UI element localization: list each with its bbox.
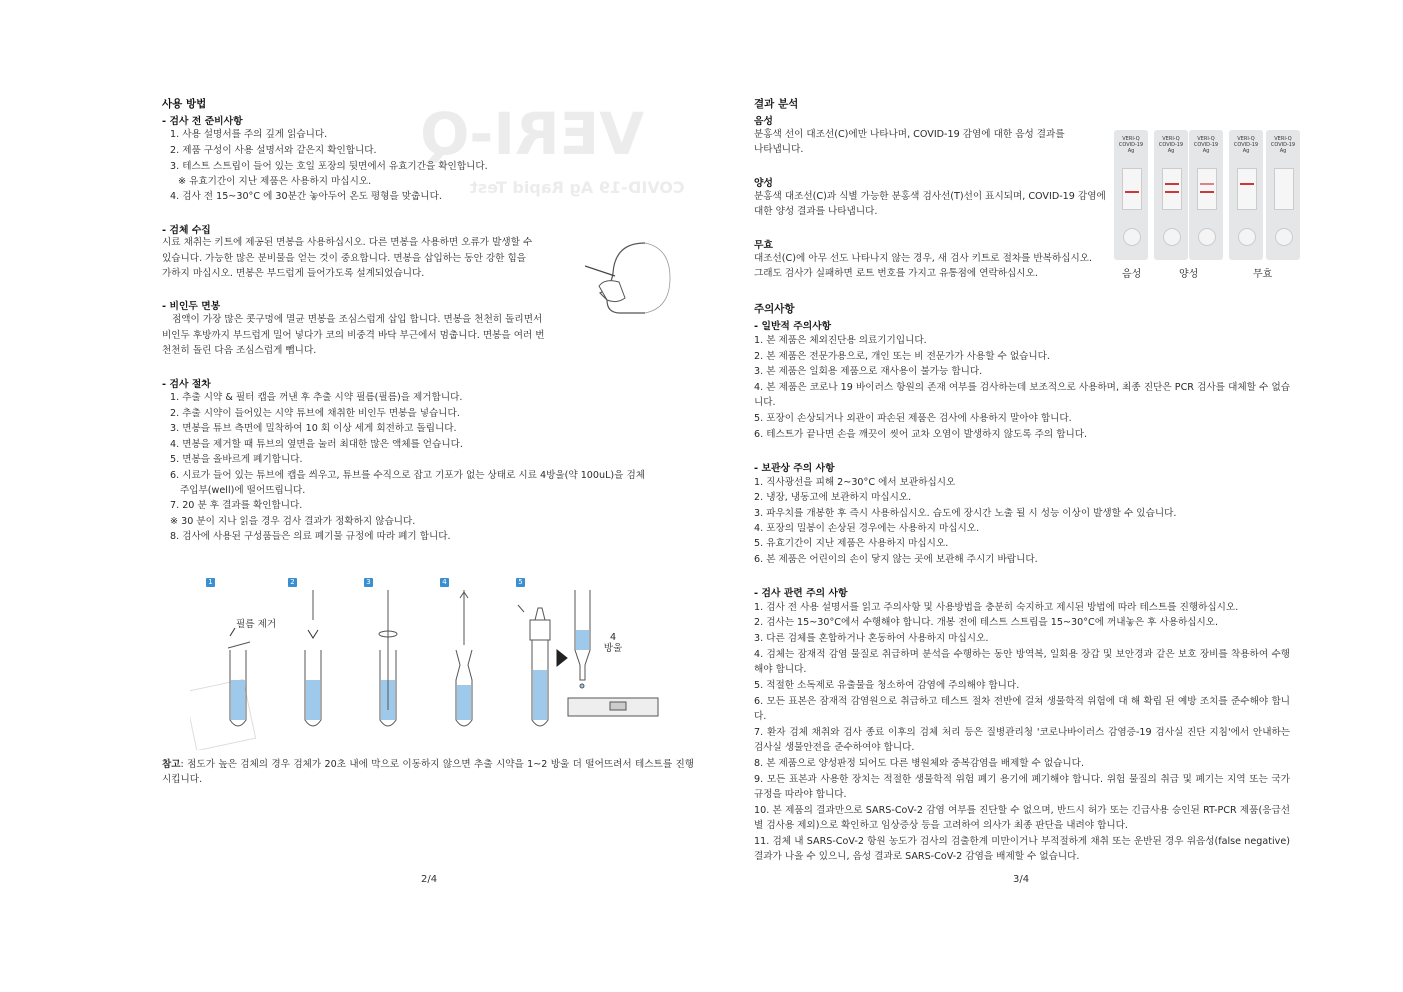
list-item: 1. 직사광선을 피해 2~30°C 에서 보관하십시오 bbox=[754, 477, 956, 488]
watermark-brand: VERI-Q bbox=[420, 100, 645, 168]
right-page bbox=[701, 0, 1403, 992]
list-item: 6. 시료가 들어 있는 튜브에 캡을 씌우고, 튜브를 수직으로 잡고 기포가 없는 상태로 시료 4방울(약 100uL)을 검체 bbox=[170, 470, 646, 481]
list-item: 5. 유효기간이 지난 제품은 사용하지 마십시오. bbox=[754, 538, 949, 549]
list-item: 7. 20 분 후 결과를 확인합니다. bbox=[170, 500, 303, 511]
list-item: 3. 다른 검체를 혼합하거나 혼동하여 사용하지 마십시오. bbox=[754, 633, 989, 644]
negative-heading: 음성 bbox=[754, 116, 773, 127]
list-item: ※ 30 분이 지나 읽을 경우 검사 결과가 정확하지 않습니다. bbox=[170, 516, 416, 527]
list-item: 1. 본 제품은 체외진단용 의료기기입니다. bbox=[754, 335, 927, 346]
control-line bbox=[1125, 191, 1139, 193]
caption-invalid: 무효 bbox=[1253, 269, 1273, 280]
strip-label: VERI-Q COVID-19 Ag bbox=[1158, 136, 1184, 154]
paragraph-line: 분홍색 선이 대조선(C)에만 나타나며, COVID-19 감염에 대한 음성 결과를 bbox=[754, 129, 1065, 140]
positive-heading: 양성 bbox=[754, 178, 773, 189]
paragraph-line: 시료 채취는 키트에 제공된 면봉을 사용하십시오. 다른 면봉을 사용하면 오류가 발생할 수 bbox=[162, 237, 533, 248]
paragraph-line: 그래도 검사가 실패하면 로트 번호를 가지고 유통점에 연락하십시오. bbox=[754, 268, 1038, 279]
prep-heading: - 검사 전 준비사항 bbox=[162, 116, 243, 127]
test-heading: - 검사 관련 주의 사항 bbox=[754, 588, 848, 599]
list-item: 4. 검체는 잠재적 감염 물질로 취급하며 분석을 수행하는 동안 방역복, 일회용 장갑 및 보안경과 같은 보호 장비를 착용하여 수행해야 합니다. bbox=[754, 649, 1290, 675]
list-item: 2. 본 제품은 전문가용으로, 개인 또는 비 전문가가 사용할 수 없습니다. bbox=[754, 351, 1050, 362]
list-item: 11. 검체 내 SARS-CoV-2 항원 농도가 검사의 검출한계 미만이거나 부적절하게 채취 또는 운반된 경우 위음성(false negative) 결과가 나올 수 있으니, 음성 결과로 SARS-CoV-2 감염을 배제할 수 없습니다. bbox=[754, 836, 1290, 862]
step-badge: 1 bbox=[206, 578, 215, 587]
list-item: 3. 면봉을 튜브 측면에 밀착하여 10 회 이상 세게 회전하고 돌립니다. bbox=[170, 423, 457, 434]
list-item: 2. 검사는 15~30°C에서 수행해야 합니다. 개봉 전에 테스트 스트립을 15~30°C에 꺼내놓은 후 사용하십시오. bbox=[754, 617, 1219, 628]
step-badge: 4 bbox=[440, 578, 449, 587]
strip-label: VERI-Q COVID-19 Ag bbox=[1118, 136, 1144, 154]
page-title: 사용 방법 bbox=[162, 98, 207, 110]
step-badge: 2 bbox=[288, 578, 297, 587]
page-number: 3/4 bbox=[1013, 874, 1030, 885]
sample-well bbox=[1238, 228, 1256, 246]
list-item: 9. 모든 표본과 사용한 장치는 적절한 생물학적 위험 폐기 용기에 폐기해야 합니다. 위험 물질의 취급 및 폐기는 지역 또는 국가 규정을 따라야 합니다. bbox=[754, 774, 1290, 800]
control-line bbox=[1165, 191, 1179, 193]
test-strip bbox=[1154, 130, 1188, 260]
list-item: 6. 본 제품은 어린이의 손이 닿지 않는 곳에 보관해 주시기 바랍니다. bbox=[754, 554, 1038, 565]
precautions-heading: 주의사항 bbox=[754, 303, 795, 315]
caption-negative: 음성 bbox=[1122, 269, 1142, 280]
page-number: 2/4 bbox=[421, 874, 438, 885]
list-item: 3. 테스트 스트립이 들어 있는 호일 포장의 뒷면에서 유효기간을 확인합니다. bbox=[170, 161, 488, 172]
list-item: 6. 테스트가 끝나면 손을 깨끗이 씻어 교차 오염이 발생하지 않도록 주의 합니다. bbox=[754, 429, 1088, 440]
sample-well bbox=[1163, 228, 1181, 246]
nasal-swab-illustration bbox=[585, 238, 675, 318]
note-text: : 점도가 높은 검체의 경우 검체가 20초 내에 막으로 이동하지 않으면 추출 시약을 1~2 방울 더 떨어뜨려서 테스트를 진행시킵니다. bbox=[162, 759, 694, 785]
invalid-heading: 무효 bbox=[754, 240, 773, 251]
test-strip bbox=[1189, 130, 1223, 260]
control-line bbox=[1200, 191, 1214, 193]
paragraph-line: 분홍색 대조선(C)과 식별 가능한 분홍색 검사선(T)선이 표시되며, COVID-19 감염에 bbox=[754, 191, 1106, 202]
test-strip bbox=[1266, 130, 1300, 260]
paragraph-line: 비인두 후방까지 부드럽게 밀어 넣다가 코의 비중격 바닥 부근에서 멈춥니다. 면봉을 여러 번 bbox=[162, 330, 545, 341]
left-page bbox=[0, 0, 701, 992]
nasal-heading: - 비인두 면봉 bbox=[162, 301, 221, 312]
procedure-heading: - 검사 절차 bbox=[162, 379, 211, 390]
strip-label: VERI-Q COVID-19 Ag bbox=[1233, 136, 1259, 154]
sample-well bbox=[1275, 228, 1293, 246]
list-item: 10. 본 제품의 결과만으로 SARS-CoV-2 감염 여부를 진단할 수 없으며, 반드시 허가 또는 긴급사용 승인된 RT-PCR 제품(응급선별 검사용 제외)으로 확인하고 임상증상 등을 고려하여 의사가 최종 판단을 내려야 합니다. bbox=[754, 805, 1290, 831]
list-item: 5. 적절한 소독제로 유출물을 청소하여 감염에 주의해야 합니다. bbox=[754, 680, 1020, 691]
list-item: 4. 포장의 밀봉이 손상된 경우에는 사용하지 마십시오. bbox=[754, 523, 980, 534]
paragraph-line: 천천히 돌린 다음 조심스럽게 뺍니다. bbox=[162, 345, 317, 356]
results-heading: 결과 분석 bbox=[754, 98, 799, 110]
list-item: 1. 사용 설명서를 주의 깊게 읽습니다. bbox=[170, 129, 328, 140]
paragraph-line: 점액이 가장 많은 콧구멍에 멸균 면봉을 조심스럽게 삽입 합니다. 면봉을 천천히 돌리면서 bbox=[172, 314, 543, 325]
list-item: 7. 환자 검체 채취와 검사 종료 이후의 검체 처리 등은 질병관리청 '코로나바이러스 감염증-19 검사실 진단 지침'에서 안내하는 검사실 생물안전을 준수하여야 합니다. bbox=[754, 727, 1290, 753]
sample-well bbox=[1123, 228, 1141, 246]
list-item: 1. 추출 시약 & 필터 캡을 꺼낸 후 추출 시약 필름(필름)을 제거합니다. bbox=[170, 392, 463, 403]
list-item: 6. 모든 표본은 잠재적 감염원으로 취급하고 테스트 절차 전반에 걸쳐 생물학적 위험에 대 해 확립 된 예방 조치를 준수해야 합니다. bbox=[754, 696, 1290, 722]
list-item: 4. 면봉을 제거할 때 튜브의 옆면을 눌러 최대한 많은 액체를 얻습니다. bbox=[170, 439, 463, 450]
list-item: 3. 본 제품은 일회용 제품으로 재사용이 불가능 합니다. bbox=[754, 366, 983, 377]
tube-steps-illustration bbox=[190, 590, 670, 750]
list-item: 2. 제품 구성이 사용 설명서와 같은지 확인합니다. bbox=[170, 145, 377, 156]
paragraph-line: 있습니다. 가능한 많은 분비물을 얻는 것이 중요합니다. 면봉을 삽입하는 동안 강한 힘을 bbox=[162, 253, 527, 264]
list-item: 4. 본 제품은 코로나 19 바이러스 항원의 존재 여부를 검사하는데 보조적으로 사용하며, 최종 진단은 PCR 검사를 대체할 수 없습니다. bbox=[754, 382, 1290, 408]
test-line bbox=[1165, 183, 1179, 185]
strip-label: VERI-Q COVID-19 Ag bbox=[1193, 136, 1219, 154]
collection-heading: - 검체 수집 bbox=[162, 225, 211, 236]
caption-positive: 양성 bbox=[1179, 269, 1199, 280]
paragraph-line: 나타냅니다. bbox=[754, 144, 804, 155]
strip-label: VERI-Q COVID-19 Ag bbox=[1270, 136, 1296, 154]
step-badge: 5 bbox=[516, 578, 525, 587]
list-item: 4. 검사 전 15~30°C 에 30분간 놓아두어 온도 평형을 맞춥니다. bbox=[170, 191, 442, 202]
test-line bbox=[1240, 183, 1254, 185]
list-item: 주입부(well)에 떨어뜨립니다. bbox=[180, 485, 306, 496]
list-item: 5. 포장이 손상되거나 외관이 파손된 제품은 검사에 사용하지 말아야 합니다. bbox=[754, 413, 1072, 424]
list-item: 2. 추출 시약이 들어있는 시약 튜브에 채취한 비인두 면봉을 넣습니다. bbox=[170, 408, 460, 419]
film-remove-label: 필름 제거 bbox=[236, 619, 277, 630]
paragraph-line: 대한 양성 결과를 나타냅니다. bbox=[754, 206, 878, 217]
list-item: 3. 파우치를 개봉한 후 즉시 사용하십시오. 습도에 장시간 노출 될 시 성능 이상이 발생할 수 있습니다. bbox=[754, 508, 1177, 519]
paragraph-line: 가하지 마십시오. 면봉은 부드럽게 들어가도록 설계되었습니다. bbox=[162, 268, 425, 279]
test-line bbox=[1200, 183, 1214, 185]
list-item: 8. 검사에 사용된 구성품들은 의료 폐기물 규정에 따라 폐기 합니다. bbox=[170, 531, 451, 542]
drops-label: 4 방울 bbox=[603, 632, 623, 654]
list-item: ※ 유효기간이 지난 제품은 사용하지 마십시오. bbox=[178, 176, 372, 187]
general-heading: - 일반적 주의사항 bbox=[754, 321, 832, 332]
list-item: 1. 검사 전 사용 설명서를 읽고 주의사항 및 사용방법을 충분히 숙지하고 제시된 방법에 따라 테스트를 진행하십시오. bbox=[754, 602, 1239, 613]
test-strip bbox=[1114, 130, 1148, 260]
note-label: 참고 bbox=[162, 759, 181, 770]
paragraph-line: 대조선(C)에 아무 선도 나타나지 않는 경우, 새 검사 키트로 절차를 반복하십시오. bbox=[754, 253, 1093, 264]
step-badge: 3 bbox=[364, 578, 373, 587]
list-item: 2. 냉장, 냉동고에 보관하지 마십시오. bbox=[754, 492, 912, 503]
storage-heading: - 보관상 주의 사항 bbox=[754, 463, 835, 474]
list-item: 5. 면봉을 올바르게 폐기합니다. bbox=[170, 454, 303, 465]
watermark-product: COVID-19 Ag Rapid Test bbox=[470, 178, 685, 197]
note-paragraph bbox=[162, 757, 694, 787]
test-strip bbox=[1229, 130, 1263, 260]
sample-well bbox=[1198, 228, 1216, 246]
list-item: 8. 본 제품으로 양성판정 되어도 다른 병원체와 중복감염을 배제할 수 없습니다. bbox=[754, 758, 1084, 769]
